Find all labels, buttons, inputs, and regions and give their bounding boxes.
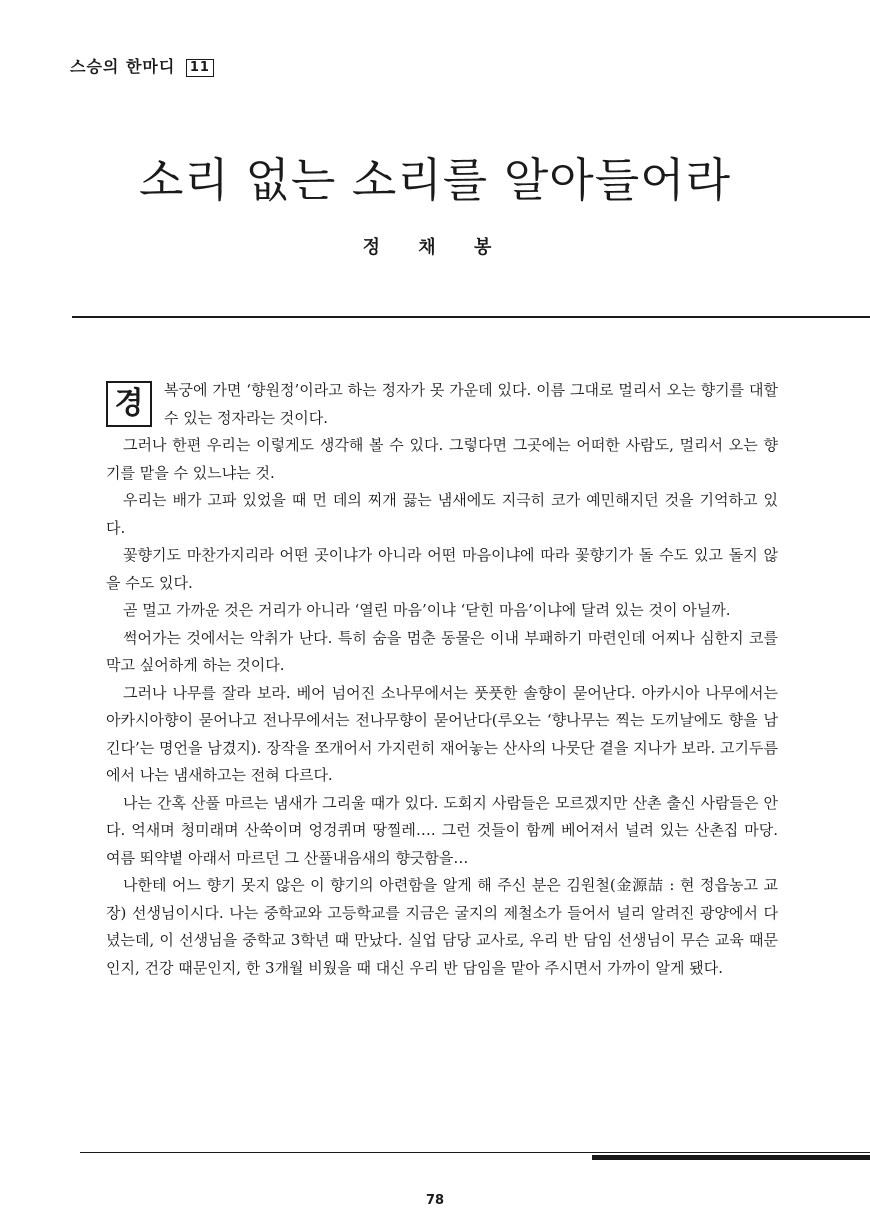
series-label — [70, 54, 214, 77]
article-body — [106, 377, 778, 982]
paragraph: 우리는 배가 고파 있었을 때 먼 데의 찌개 끓는 냄새에도 지극히 코가 예민해지던 것을 기억하고 있다. — [106, 491, 778, 537]
drop-cap: 경 — [106, 381, 152, 427]
paragraph: 나는 간혹 산풀 마르는 냄새가 그리울 때가 있다. 도회지 사람들은 모르겠지만 산촌 출신 사람들은 안다. 억새며 청미래며 산쑥이며 엉겅퀴며 땅찔레…. 그런 것들이 함께 베어져서 널려 있는 산촌집 마당. 여름 뙤약볕 아래서 마르던 그 산풀내음새의 향긋함을… — [106, 793, 778, 867]
article-title: 소리 없는 소리를 알아들어라 — [138, 152, 732, 207]
paragraph: 그러나 한편 우리는 이렇게도 생각해 볼 수 있다. 그렇다면 그곳에는 어떠한 사람도, 멀리서 오는 향기를 맡을 수 있느냐는 것. — [106, 436, 778, 482]
series-number: 11 — [186, 59, 214, 77]
paragraph: 그러나 나무를 잘라 보라. 베어 넘어진 소나무에서는 풋풋한 솔향이 묻어난다. 아카시아 나무에서는 아카시아향이 묻어나고 전나무에서는 전나무향이 묻어난다(루오는 ‘향나무는 찍는 도끼날에도 향을 남긴다’는 명언을 남겼지). 장작을 쪼개어서 가지런히 재어놓는 산사의 나뭇단 곁을 지나가 보라. 고기두름에서 나는 냄새하고는 전혀 다르다. — [106, 683, 778, 784]
paragraph: 복궁에 가면 ‘향원정’이라고 하는 정자가 못 가운데 있다. 이름 그대로 멀리서 오는 향기를 대할 수 있는 정자라는 것이다. — [164, 381, 778, 427]
page-number: 78 — [425, 1193, 445, 1208]
footer-divider-thin — [80, 1152, 870, 1153]
footer-divider-thick — [592, 1155, 870, 1160]
paragraph: 나한테 어느 향기 못지 않은 이 향기의 아련함을 알게 해 주신 분은 김원철(金源喆 : 현 정읍농고 교장) 선생님이시다. 나는 중학교와 고등학교를 지금은 굴지의 제철소가 들어서 널리 알려진 광양에서 다녔는데, 이 선생님을 중학교 3학년 때 만났다. 실업 담당 교사로, 우리 반 담임 선생님이 무슨 교육 때문인지, 건강 때문인지, 한 3개월 비웠을 때 대신 우리 반 담임을 맡아 주시면서 가까이 알게 됐다. — [106, 876, 778, 977]
header-divider — [72, 316, 870, 318]
paragraph: 썩어가는 것에서는 악취가 난다. 특히 숨을 멈춘 동물은 이내 부패하기 마련인데 어찌나 심한지 코를 막고 싶어하게 하는 것이다. — [106, 628, 778, 674]
series-name: 스승의 한마디 — [70, 57, 176, 76]
paragraph: 곧 멀고 가까운 것은 거리가 아니라 ‘열린 마음’이냐 ‘닫힌 마음’이냐에 달려 있는 것이 아닐까. — [123, 601, 731, 619]
author-name: 정 채 봉 — [362, 237, 508, 258]
paragraph: 꽃향기도 마찬가지리라 어떤 곳이냐가 아니라 어떤 마음이냐에 따라 꽃향기가 돌 수도 있고 돌지 않을 수도 있다. — [106, 546, 778, 592]
